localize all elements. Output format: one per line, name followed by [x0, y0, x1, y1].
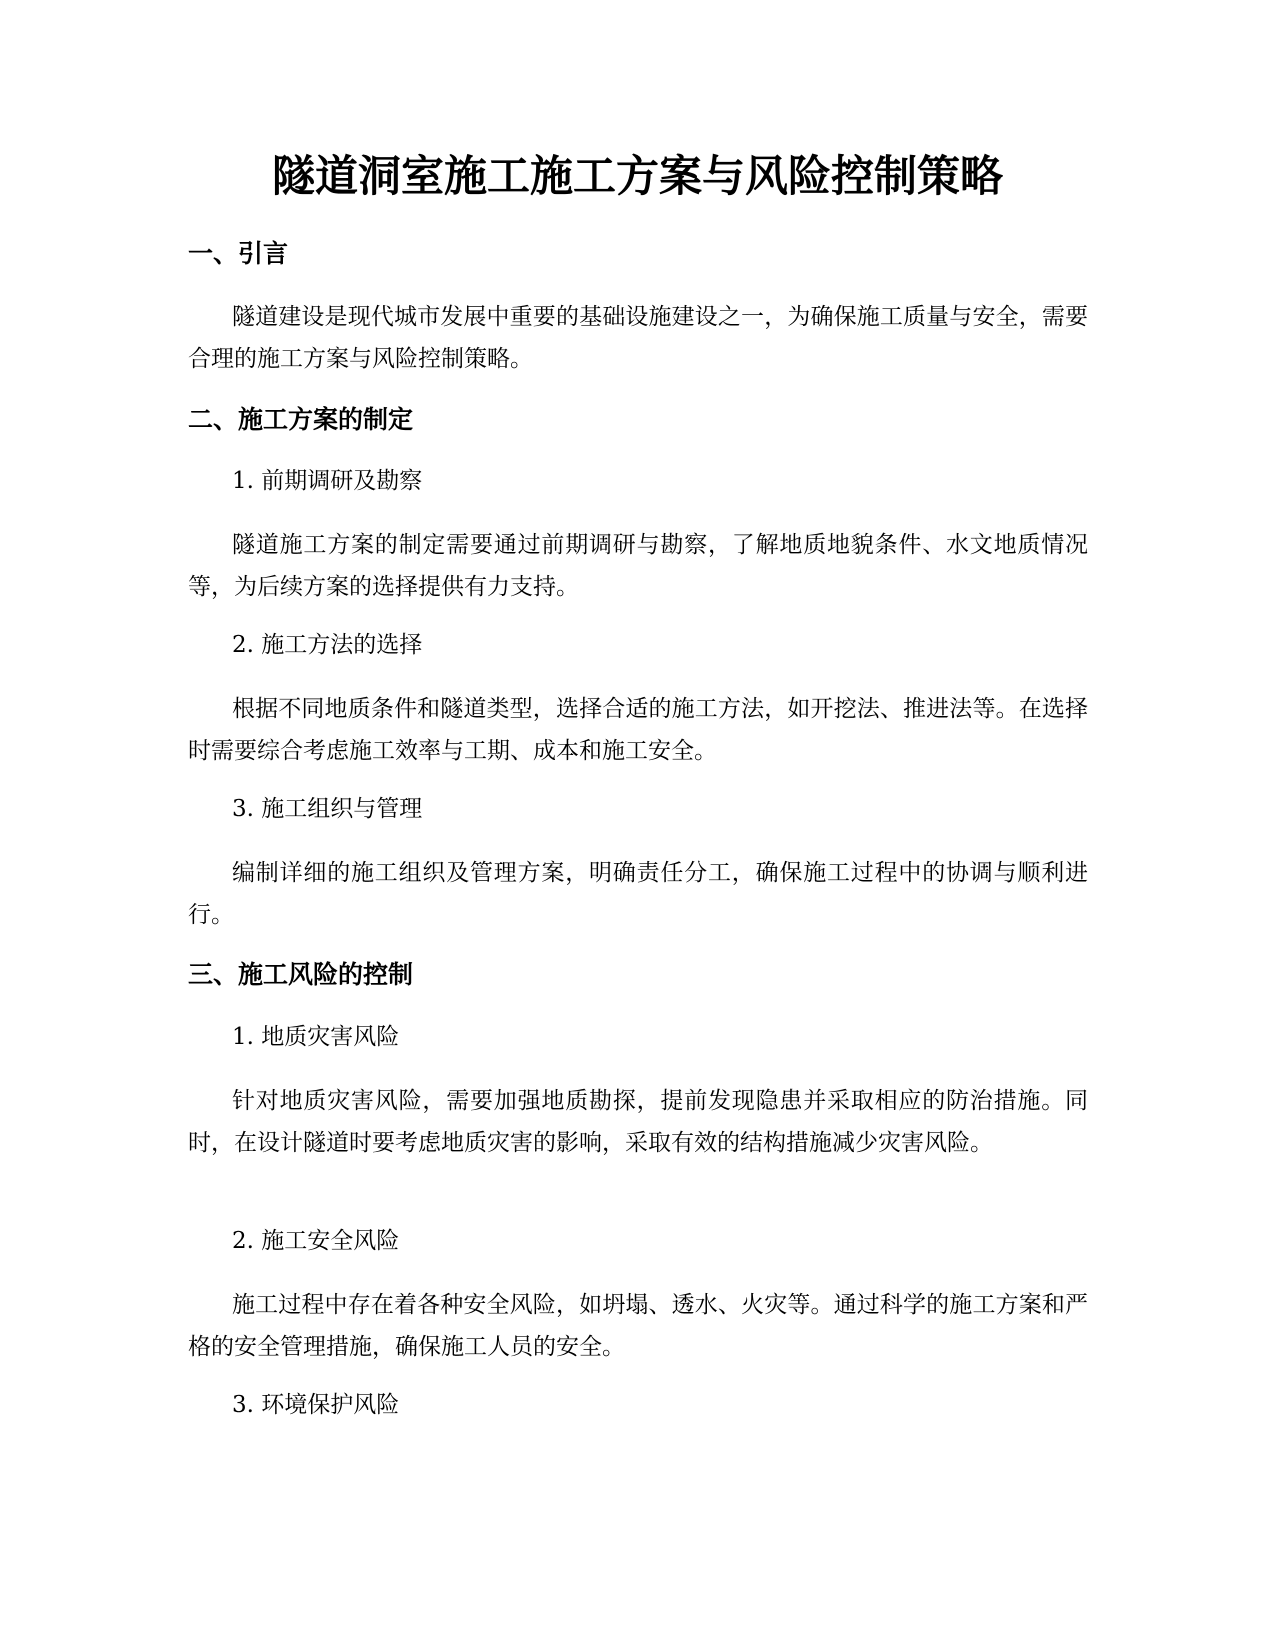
paragraph-safety-risk: 施工过程中存在着各种安全风险，如坍塌、透水、火灾等。通过科学的施工方案和严格的安全管理措施，确保施工人员的安全。	[188, 1292, 1088, 1360]
section-heading-risk-control: 三、施工风险的控制	[188, 960, 414, 989]
section-heading-introduction: 一、引言	[188, 239, 289, 268]
paragraph-preliminary-survey: 隧道施工方案的制定需要通过前期调研与勘察，了解地质地貌条件、水文地质情况等，为后续方案的选择提供有力支持。	[188, 532, 1088, 600]
paragraph-method-selection: 根据不同地质条件和隧道类型，选择合适的施工方法，如开挖法、推进法等。在选择时需要综合考虑施工效率与工期、成本和施工安全。	[188, 696, 1088, 764]
document-title: 隧道洞室施工施工方案与风险控制策略	[272, 152, 1003, 202]
paragraph-introduction: 隧道建设是现代城市发展中重要的基础设施建设之一，为确保施工质量与安全，需要合理的施工方案与风险控制策略。	[188, 304, 1088, 372]
subheading-method-selection: 2. 施工方法的选择	[232, 632, 423, 658]
subheading-safety-risk: 2. 施工安全风险	[232, 1228, 400, 1254]
subheading-organization-management: 3. 施工组织与管理	[232, 796, 423, 822]
paragraph-organization-management: 编制详细的施工组织及管理方案，明确责任分工，确保施工过程中的协调与顺利进行。	[188, 860, 1088, 928]
subheading-geological-hazard: 1. 地质灾害风险	[232, 1024, 400, 1050]
paragraph-geological-hazard: 针对地质灾害风险，需要加强地质勘探，提前发现隐患并采取相应的防治措施。同时，在设计隧道时要考虑地质灾害的影响，采取有效的结构措施减少灾害风险。	[188, 1088, 1088, 1156]
subheading-environmental-risk: 3. 环境保护风险	[232, 1392, 400, 1418]
section-heading-construction-plan: 二、施工方案的制定	[188, 405, 414, 434]
subheading-preliminary-survey: 1. 前期调研及勘察	[232, 468, 423, 494]
